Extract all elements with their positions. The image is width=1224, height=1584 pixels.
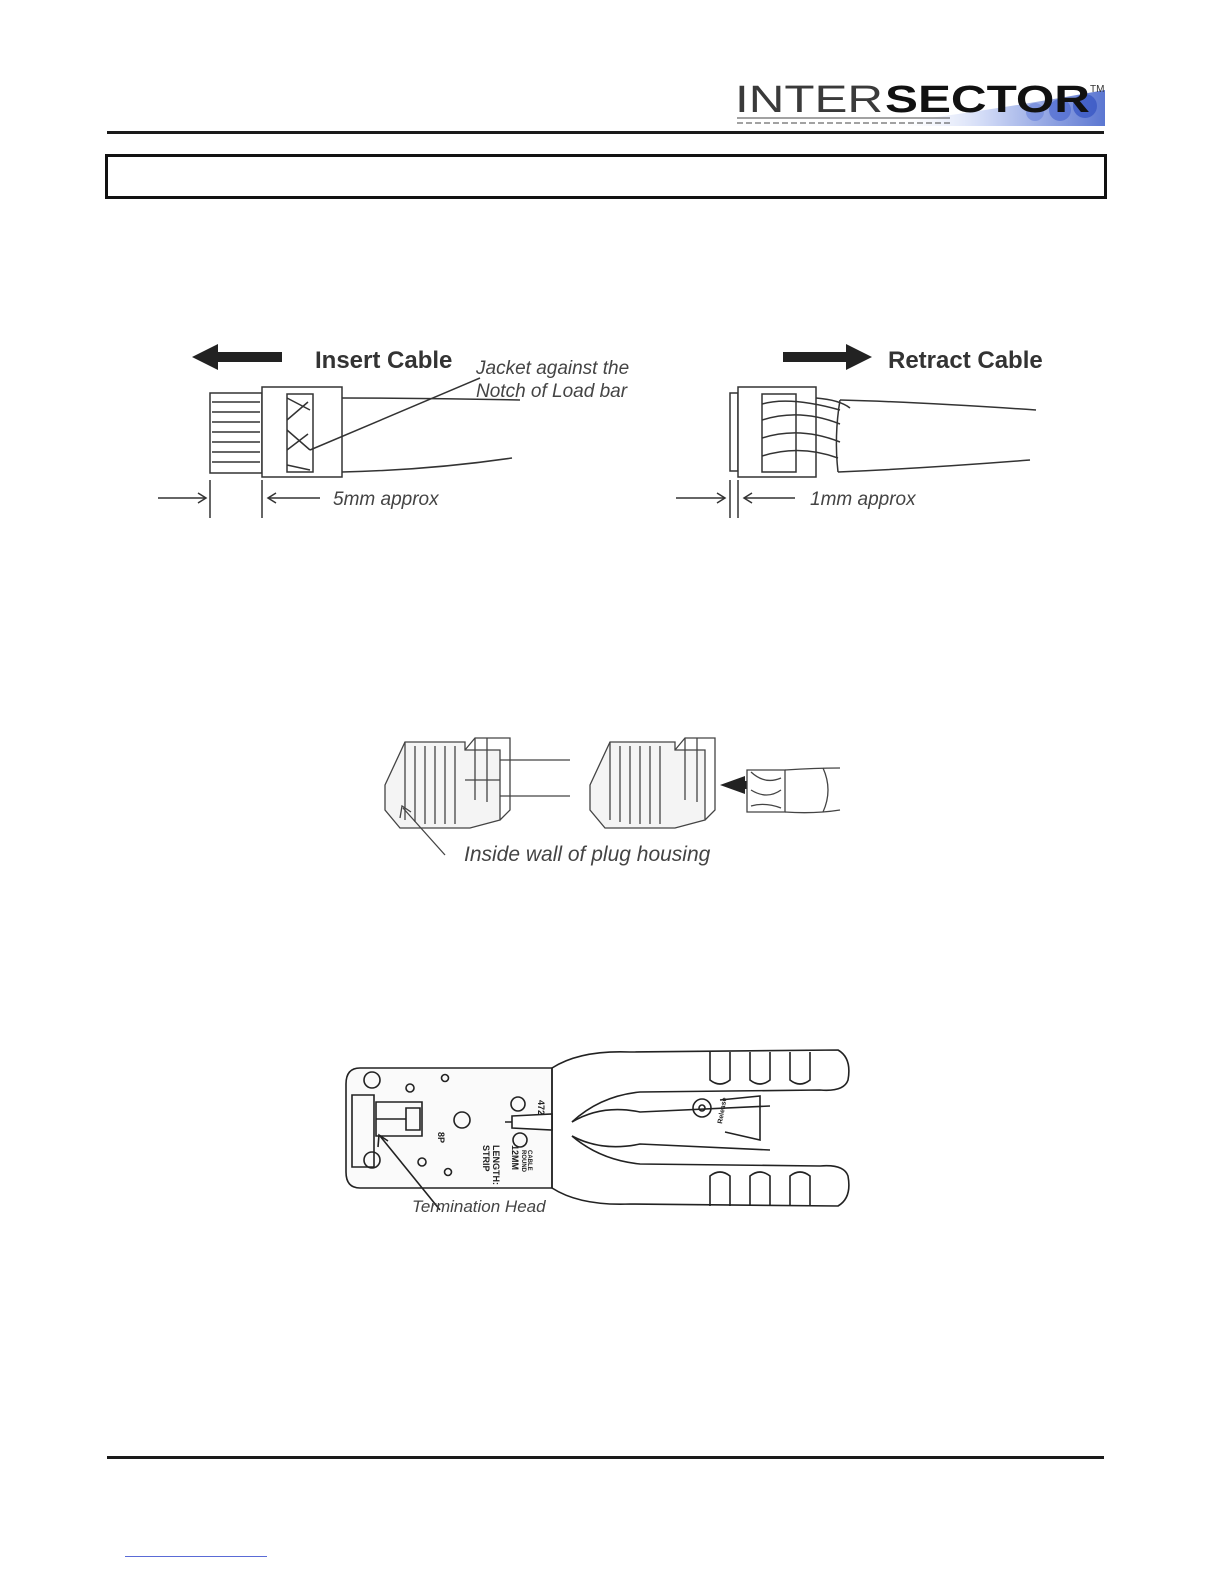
plug-left-drawing <box>385 738 570 855</box>
logo-light-text: INTER <box>735 79 883 121</box>
intersector-logo <box>735 80 1107 130</box>
logo-tm: TM <box>1090 84 1105 95</box>
logo-graphic <box>735 80 1107 130</box>
tool-text-8p: 8P <box>436 1132 446 1144</box>
figure-plug-housing <box>375 730 845 875</box>
tool-text-472: 472 <box>536 1100 546 1116</box>
plug-right-drawing <box>590 738 840 828</box>
retract-cable-label: Retract Cable <box>888 347 1043 374</box>
tool-text-round: ROUND <box>520 1150 526 1172</box>
tool-text-release: Release <box>717 1097 729 1125</box>
jacket-note-line1: Jacket against the <box>476 358 630 379</box>
figure-crimp-tool <box>340 1040 860 1220</box>
figure-cable-insertion <box>150 330 1050 530</box>
plug-housing-caption: Inside wall of plug housing <box>464 843 711 866</box>
crimp-tool-drawing <box>346 1050 849 1210</box>
tool-text-12mm: 12MM <box>510 1145 520 1171</box>
footer-link-underline[interactable] <box>125 1556 267 1557</box>
termination-head-caption: Termination Head <box>412 1197 546 1216</box>
tool-text-cable: CABLE <box>526 1150 532 1171</box>
jacket-note-line2: Notch of Load bar <box>476 381 628 402</box>
insert-arrow-icon <box>192 344 282 370</box>
logo-bold-text: SECTOR <box>885 79 1090 121</box>
crimp-tool-diagram <box>340 1040 860 1220</box>
footer-rule <box>107 1456 1104 1459</box>
header-rule <box>107 131 1104 134</box>
tool-text-length: LENGTH: <box>491 1145 501 1185</box>
tool-text-strip: STRIP <box>481 1145 491 1172</box>
retract-arrow-icon <box>783 344 872 370</box>
dim-right-label: 1mm approx <box>810 489 916 510</box>
insert-cable-label: Insert Cable <box>315 347 453 374</box>
dim-left-label: 5mm approx <box>333 489 439 510</box>
section-title-box <box>105 154 1107 199</box>
